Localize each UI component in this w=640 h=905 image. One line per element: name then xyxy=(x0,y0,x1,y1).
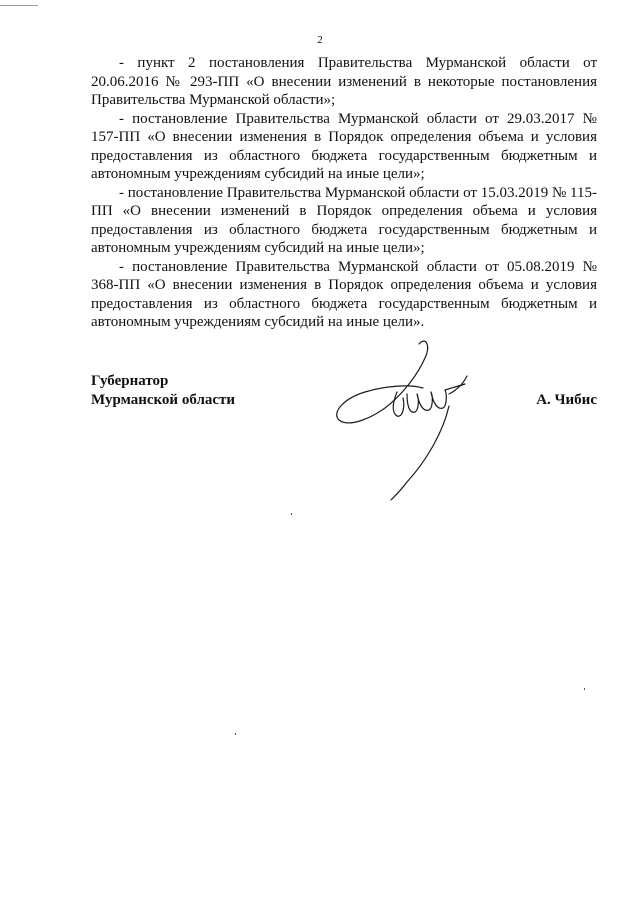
page-number: 2 xyxy=(317,34,323,46)
paragraph-item-1: - пункт 2 постановления Правительства Мурманской области от 20.06.2016 № 293-ПП «О внесении изменений в некоторые постановления Правительства Мурманской области»; xyxy=(91,55,597,108)
signatory-title-line-2: Мурманской области xyxy=(91,392,236,408)
scan-speck xyxy=(291,513,292,515)
paragraph-item-3: - постановление Правительства Мурманской области от 15.03.2019 № 115-ПП «О внесении изменений в Порядок определения объема и условия предоставления из областного бюджета государственным бюджетным и автономным учреждениям субсидий на иные цели»; xyxy=(91,184,597,256)
signature-block xyxy=(91,372,597,512)
scan-edge-mark xyxy=(0,0,38,6)
handwritten-signature-icon xyxy=(331,332,491,512)
signatory-title xyxy=(91,372,235,410)
document-body xyxy=(91,54,597,332)
signatory-name: А. Чибис xyxy=(536,392,597,408)
signatory-title-line-1: Губернатор xyxy=(91,373,169,389)
paragraph-item-4: - постановление Правительства Мурманской области от 05.08.2019 № 368-ПП «О внесении изменения в Порядок определения объема и условия предоставления из областного бюджета государственным бюджетным и автономным учреждениям субсидий на иные цели». xyxy=(91,258,597,330)
scan-speck xyxy=(235,733,236,735)
paragraph-item-2: - постановление Правительства Мурманской области от 29.03.2017 № 157-ПП «О внесении изменения в Порядок определения объема и условия предоставления из областного бюджета государственным бюджетным и автономным учреждениям субсидий на иные цели»; xyxy=(91,110,597,182)
scan-speck xyxy=(584,688,585,690)
